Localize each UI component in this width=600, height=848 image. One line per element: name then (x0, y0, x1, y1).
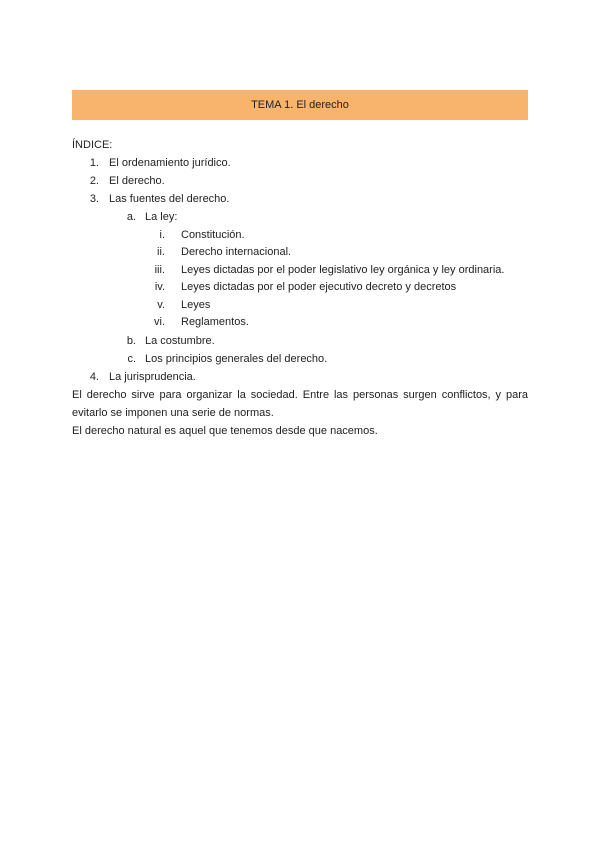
list-item (72, 368, 528, 386)
sub-sub-list-item-text: Constitución. (181, 229, 245, 241)
paragraph (72, 422, 528, 440)
sub-list-item-number: a. (126, 211, 136, 223)
sub-list-item-text: Los principios generales del derecho. (145, 353, 328, 366)
sub-list-item (72, 350, 528, 368)
sub-sub-list-item-text: Reglamentos. (181, 315, 249, 328)
paragraph-line: evitarlo se imponen una serie de normas. (72, 407, 274, 420)
sub-sub-list-item-text: Leyes (181, 298, 211, 311)
list-item (72, 172, 528, 190)
index-heading: ÍNDICE: (72, 139, 113, 151)
list-item-number: 1. (89, 157, 99, 169)
list-item (72, 154, 528, 172)
sub-list-item-number: c. (127, 353, 136, 366)
sub-sub-list-item-number: ii. (157, 246, 165, 259)
list-item-text: La jurisprudencia. (109, 371, 196, 384)
sub-list-item-text: La costumbre. (145, 335, 215, 348)
list-item-number: 3. (89, 193, 99, 205)
sub-sub-list-item-number: iii. (154, 263, 165, 276)
list-item (72, 190, 528, 208)
sub-list-item-number: b. (126, 335, 136, 348)
sub-sub-list-item (72, 226, 528, 243)
paragraph-line: El derecho natural es aquel que tenemos desde que nacemos. (72, 425, 378, 438)
sub-list-item (72, 332, 528, 350)
sub-list-item (72, 208, 528, 226)
sub-sub-list-item-number: i. (159, 229, 165, 241)
list-item-text: El derecho. (109, 175, 165, 187)
paragraph-line: El derecho sirve para organizar la sociedad. Entre las personas surgen conflictos, y para (72, 389, 528, 402)
sub-sub-list-item (72, 313, 528, 330)
sub-sub-list-item-text: Leyes dictadas por el poder legislativo ley orgánica y ley ordinaria. (181, 263, 505, 276)
sub-sub-list-item-number: vi. (154, 315, 165, 328)
sub-sub-list-item-number: v. (157, 298, 165, 311)
list-item-number: 2. (89, 175, 99, 187)
sub-sub-list-item-text: Derecho internacional. (181, 246, 292, 259)
list-item-text: El ordenamiento jurídico. (109, 157, 231, 169)
sub-list-item-text: La ley: (145, 211, 178, 223)
sub-sub-list-item (72, 261, 528, 278)
sub-sub-list-item (72, 243, 528, 260)
page-title: TEMA 1. El derecho (251, 99, 349, 111)
sub-sub-list-item (72, 296, 528, 313)
sub-sub-list-item (72, 278, 528, 295)
document-body (72, 136, 528, 440)
list-item-text: Las fuentes del derecho. (109, 193, 230, 205)
sub-sub-list-item-text: Leyes dictadas por el poder ejecutivo decreto y decretos (181, 281, 457, 294)
list-item-number: 4. (89, 371, 99, 384)
title-banner (72, 90, 528, 120)
paragraph (72, 386, 528, 422)
sub-sub-list-item-number: iv. (154, 281, 165, 294)
